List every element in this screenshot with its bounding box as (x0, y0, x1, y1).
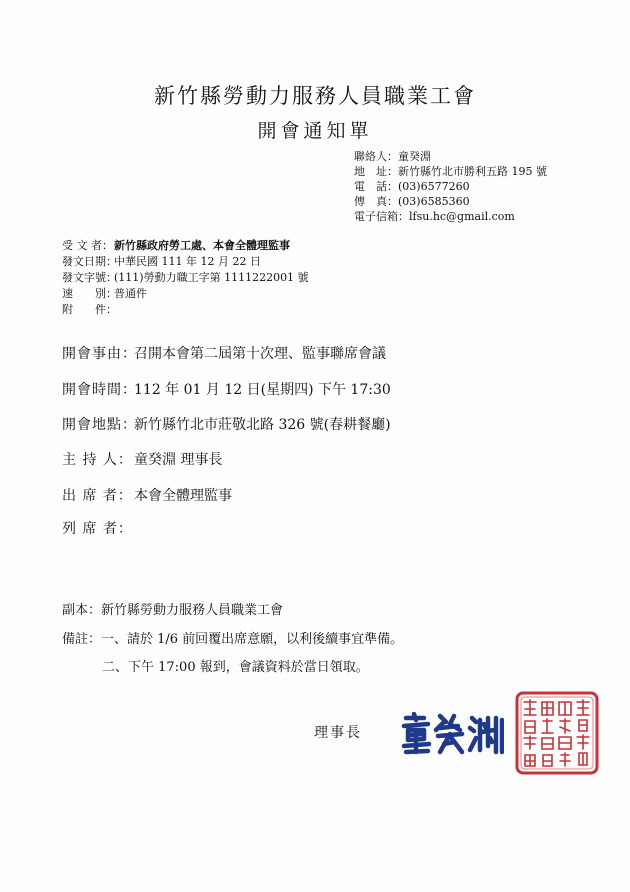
contact-fax: 傳 真：(03)6585360 (354, 195, 470, 208)
organization-title: 新竹縣勞動力服務人員職業工會 (154, 84, 476, 108)
contact-email: 電子信箱：lfsu.hc@gmail.com (354, 210, 515, 223)
meta-speed: 速 別：普通件 (62, 287, 147, 300)
meta-date: 發文日期：中華民國 111 年 12 月 22 日 (62, 255, 261, 268)
chairman-title: 理事長 (314, 725, 362, 741)
copy-recipient: 副本：新竹縣勞動力服務人員職業工會 (62, 603, 284, 618)
meta-recipient: 受 文 者：新竹縣政府勞工處、本會全體理監事 (62, 239, 290, 252)
meeting-attendees: 出 席 者：本會全體理監事 (62, 488, 232, 504)
meta-number: 發文字號：(111)勞動力職工字第 1111222001 號 (62, 271, 309, 284)
note-1: 備註：一、請於 1/6 前回覆出席意願，以利後續事宜準備。 (62, 632, 404, 647)
note-2: 二、下午 17:00 報到，會議資料於當日領取。 (102, 660, 369, 675)
contact-phone: 電 話：(03)6577260 (354, 180, 470, 193)
meeting-observers: 列 席 者： (62, 521, 133, 537)
meeting-host: 主 持 人：童癸淵 理事長 (62, 452, 223, 468)
document-title: 開會通知單 (257, 120, 373, 142)
contact-address: 地 址：新竹縣竹北市勝利五路 195 號 (354, 165, 547, 178)
organization-seal (515, 691, 599, 775)
handwritten-signature (398, 712, 504, 756)
meeting-location: 開會地點：新竹縣竹北市莊敬北路 326 號(春耕餐廳) (62, 417, 391, 433)
meeting-subject: 開會事由：召開本會第二屆第十次理、監事聯席會議 (62, 346, 386, 362)
contact-person: 聯絡人：童癸淵 (354, 150, 431, 163)
meta-attachment: 附 件： (62, 303, 117, 316)
meeting-time: 開會時間：112 年 01 月 12 日(星期四) 下午 17:30 (62, 382, 391, 398)
